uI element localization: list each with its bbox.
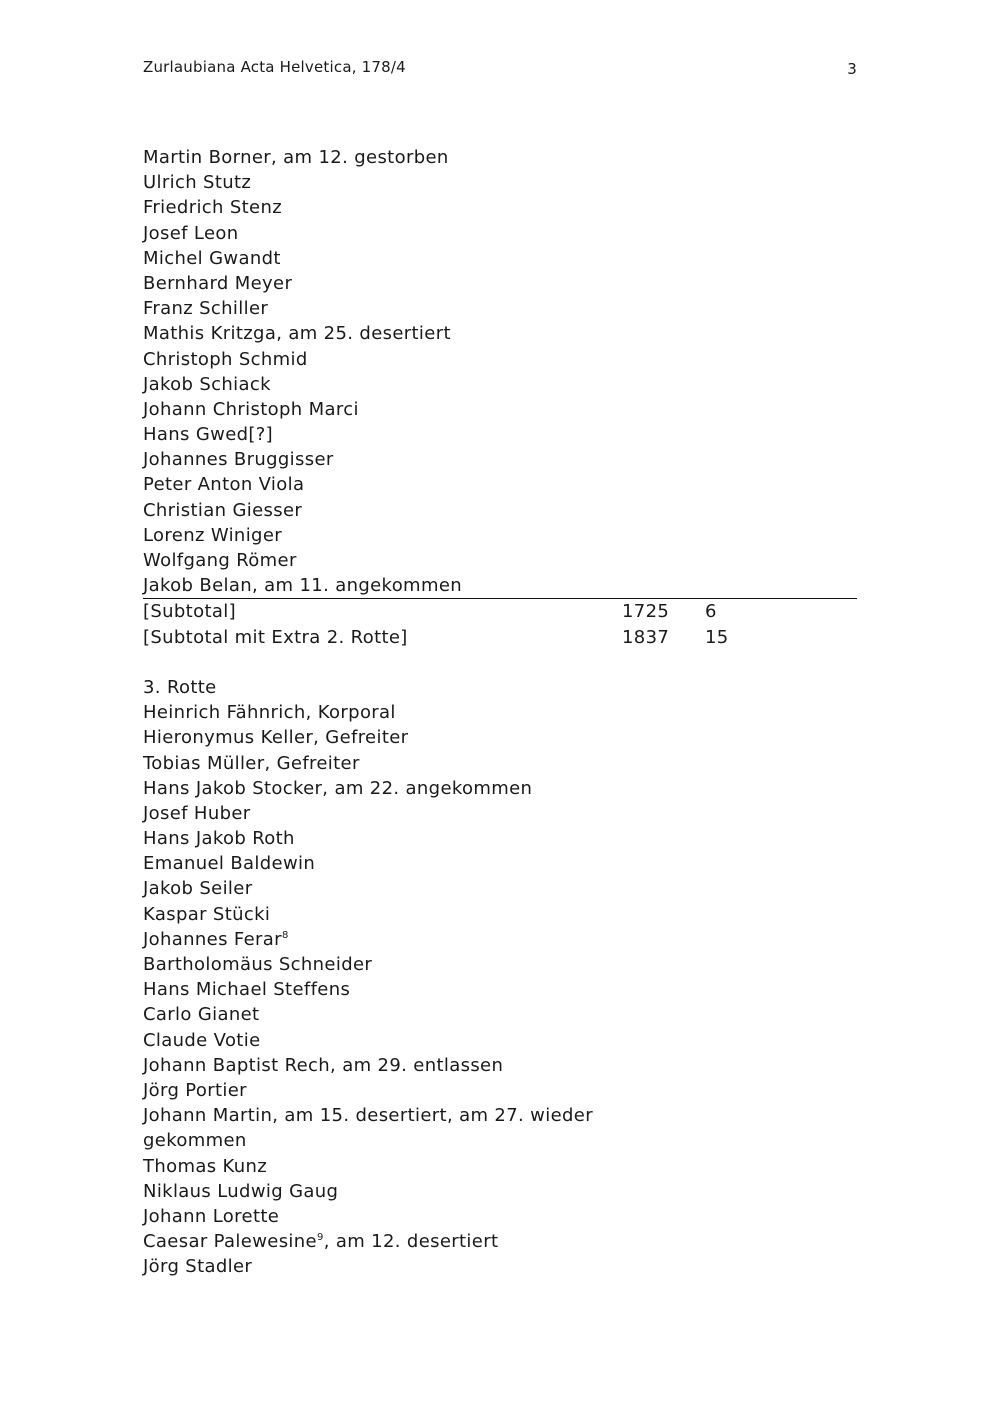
list-item: Niklaus Ludwig Gaug: [143, 1180, 339, 1202]
list-item: Kaspar Stücki: [143, 903, 271, 925]
list-item: Hieronymus Keller, Gefreiter: [143, 727, 409, 749]
subtotal-label: [Subtotal]: [143, 601, 236, 623]
list-item: Claude Votie: [143, 1029, 261, 1051]
subtotal-row: [143, 599, 857, 624]
document-title: Zurlaubiana Acta Helvetica, 178/4: [143, 58, 406, 76]
list-item-name: Caesar Palewesine: [143, 1231, 317, 1253]
list-item: Heinrich Fähnrich, Korporal: [143, 702, 396, 724]
subtotal-value-2: 6: [705, 601, 717, 623]
list-item: Johann Baptist Rech, am 29. entlassen: [143, 1054, 504, 1076]
subtotal-extra-row: [143, 625, 857, 650]
list-item: Wolfgang Römer: [143, 550, 297, 571]
list-item-note: , am 12. desertiert: [323, 1231, 499, 1253]
page-header: [143, 58, 857, 80]
list-item: Friedrich Stenz: [143, 197, 283, 219]
section-heading: 3. Rotte: [143, 676, 217, 698]
list-item-name: Johannes Ferar: [143, 928, 282, 950]
list-item: Johannes Bruggisser: [143, 449, 334, 471]
subtotal-label: [Subtotal mit Extra 2. Rotte]: [143, 626, 408, 648]
roster-content: [143, 145, 857, 1279]
footnote-marker: 9: [316, 1232, 324, 1244]
list-item: Emanuel Baldewin: [143, 853, 316, 875]
list-item: Lorenz Winiger: [143, 524, 282, 546]
roster-list-2-rotte: [143, 145, 857, 598]
list-item: [143, 1229, 857, 1254]
list-item: Hans Gwed[?]: [143, 424, 274, 446]
list-item: Jakob Seiler: [143, 878, 253, 900]
list-item: Martin Borner, am 12. gestorben: [143, 147, 449, 168]
list-item: Ulrich Stutz: [143, 172, 252, 194]
list-item: [143, 927, 857, 952]
list-item: Johann Christoph Marci: [143, 398, 359, 420]
subtotal-value-1: 1837: [622, 626, 670, 648]
list-item: Franz Schiller: [143, 298, 269, 320]
list-item: Bartholomäus Schneider: [143, 954, 373, 975]
list-item: Mathis Kritzga, am 25. desertiert: [143, 323, 451, 345]
list-item: Tobias Müller, Gefreiter: [143, 752, 360, 774]
list-item: Hans Jakob Roth: [143, 828, 295, 850]
list-item: Peter Anton Viola: [143, 474, 305, 496]
page-number: 3: [847, 60, 857, 78]
footnote-marker: 8: [281, 929, 289, 941]
list-item: Johann Martin, am 15. desertiert, am 27. wieder: [143, 1105, 593, 1127]
roster-list-3-rotte: [143, 675, 857, 1280]
spacer: [143, 650, 857, 675]
list-item: Thomas Kunz: [143, 1155, 268, 1177]
list-item: Michel Gwandt: [143, 247, 281, 269]
list-item: Christian Giesser: [143, 499, 303, 521]
list-item: Christoph Schmid: [143, 348, 308, 370]
list-item: Johann Lorette: [143, 1205, 280, 1227]
list-item: Bernhard Meyer: [143, 272, 293, 294]
subtotal-value-1: 1725: [622, 601, 670, 623]
list-item: Hans Jakob Stocker, am 22. angekommen: [143, 777, 533, 799]
list-item: Jörg Stadler: [143, 1256, 253, 1278]
subtotal-value-2: 15: [705, 626, 729, 648]
list-item: Josef Leon: [143, 222, 239, 244]
list-item: Hans Michael Steffens: [143, 979, 351, 1001]
list-item: Jörg Portier: [143, 1079, 247, 1101]
list-item-continuation: gekommen: [143, 1130, 247, 1152]
list-item: Josef Huber: [143, 802, 251, 824]
list-item: Carlo Gianet: [143, 1004, 260, 1026]
list-item: Jakob Schiack: [143, 373, 271, 395]
list-item: Jakob Belan, am 11. angekommen: [143, 575, 463, 597]
